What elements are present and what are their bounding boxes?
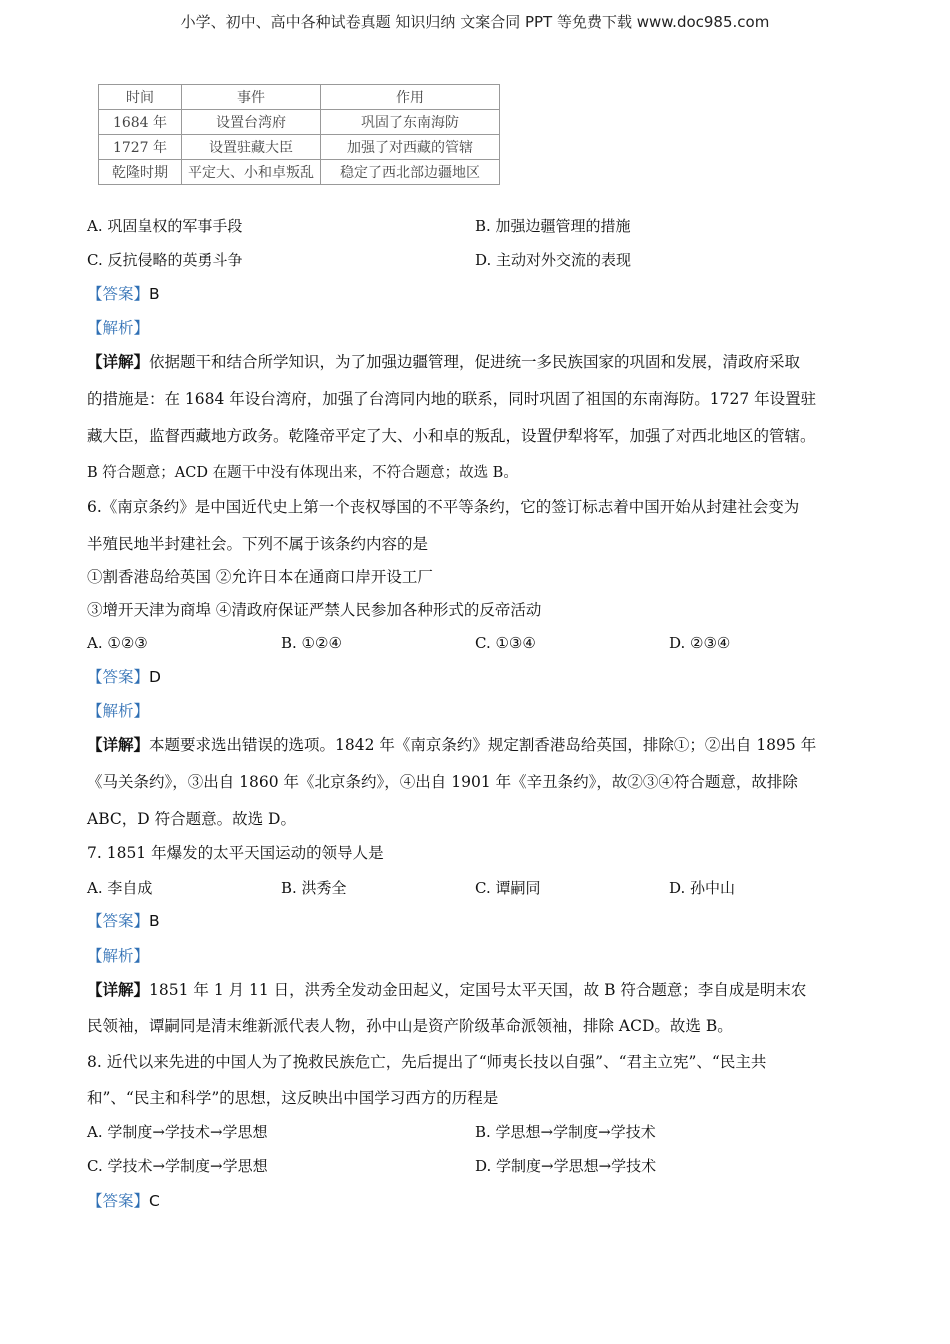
table-cell: 平定大、小和卓叛乱 bbox=[182, 160, 321, 185]
q8-option-d: D. 学制度→学思想→学技术 bbox=[475, 1157, 657, 1175]
q7-option-b: B. 洪秀全 bbox=[281, 879, 347, 897]
answer-value: D bbox=[149, 668, 161, 686]
q6-option-b: B. ①②④ bbox=[281, 634, 342, 652]
page-header: 小学、初中、高中各种试卷真题 知识归纳 文案合同 PPT 等免费下载 www.doc985.com bbox=[180, 13, 770, 31]
table-cell: 乾隆时期 bbox=[99, 160, 182, 185]
q6-stem-line: ③增开天津为商埠 ④清政府保证严禁人民参加各种形式的反帝活动 bbox=[87, 601, 542, 619]
q7-detail-line: 民领袖，谭嗣同是清末维新派代表人物，孙中山是资产阶级革命派领袖，排除 ACD。故选 B。 bbox=[87, 1017, 733, 1035]
table-cell: 加强了对西藏的管辖 bbox=[321, 135, 500, 160]
answer-value: B bbox=[149, 912, 160, 930]
table-cell: 巩固了东南海防 bbox=[321, 110, 500, 135]
q7-option-d: D. 孙中山 bbox=[669, 879, 736, 897]
q5-option-a: A. 巩固皇权的军事手段 bbox=[87, 217, 243, 235]
q8-option-c: C. 学技术→学制度→学思想 bbox=[87, 1157, 268, 1175]
q5-option-d: D. 主动对外交流的表现 bbox=[475, 251, 632, 269]
q6-answer bbox=[87, 667, 161, 687]
q7-detail-line bbox=[87, 980, 806, 1000]
table-header-cell: 事件 bbox=[182, 85, 321, 110]
q8-option-b: B. 学思想→学制度→学技术 bbox=[475, 1123, 656, 1141]
events-table bbox=[98, 84, 500, 185]
detail-label: 【详解】 bbox=[87, 352, 150, 371]
q7-stem: 7. 1851 年爆发的太平天国运动的领导人是 bbox=[87, 844, 384, 862]
q5-option-c: C. 反抗侵略的英勇斗争 bbox=[87, 251, 243, 269]
q5-option-b: B. 加强边疆管理的措施 bbox=[475, 217, 631, 235]
q6-detail-line: 《马关条约》，③出自 1860 年《北京条约》，④出自 1901 年《辛丑条约》，故②③④符合题意，故排除 bbox=[87, 773, 798, 791]
q7-analysis-label: 【解析】 bbox=[87, 947, 150, 965]
q8-option-a: A. 学制度→学技术→学思想 bbox=[87, 1123, 268, 1141]
q6-analysis-label: 【解析】 bbox=[87, 702, 150, 720]
answer-value: B bbox=[149, 285, 160, 303]
answer-label: 【答案】 bbox=[87, 1192, 150, 1210]
answer-label: 【答案】 bbox=[87, 668, 150, 686]
events-table-wrap bbox=[98, 84, 500, 185]
detail-label: 【详解】 bbox=[87, 980, 150, 999]
q6-detail-line bbox=[87, 735, 816, 755]
q7-option-c: C. 谭嗣同 bbox=[475, 879, 541, 897]
detail-label: 【详解】 bbox=[87, 735, 150, 754]
table-row bbox=[99, 160, 500, 185]
q8-stem-line: 8. 近代以来先进的中国人为了挽救民族危亡，先后提出了“师夷长技以自强”、“君主立宪”、“民主共 bbox=[87, 1053, 767, 1071]
q5-detail-line bbox=[87, 352, 800, 372]
detail-text: 本题要求选出错误的选项。1842 年《南京条约》规定割香港岛给英国，排除①；②出自 1895 年 bbox=[149, 736, 817, 754]
q6-detail-line: ABC，D 符合题意。故选 D。 bbox=[87, 810, 296, 828]
answer-value: C bbox=[149, 1192, 160, 1210]
q8-answer bbox=[87, 1191, 160, 1211]
q6-option-c: C. ①③④ bbox=[475, 634, 536, 652]
table-cell: 稳定了西北部边疆地区 bbox=[321, 160, 500, 185]
table-cell: 1684 年 bbox=[99, 110, 182, 135]
table-header-cell: 时间 bbox=[99, 85, 182, 110]
table-cell: 1727 年 bbox=[99, 135, 182, 160]
q5-answer bbox=[87, 284, 160, 304]
q7-option-a: A. 李自成 bbox=[87, 879, 153, 897]
answer-label: 【答案】 bbox=[87, 285, 150, 303]
q5-detail-line: 的措施是：在 1684 年设台湾府，加强了台湾同内地的联系，同时巩固了祖国的东南海防。1727 年设置驻 bbox=[87, 390, 817, 408]
table-header-cell: 作用 bbox=[321, 85, 500, 110]
q8-stem-line: 和”、“民主和科学”的思想，这反映出中国学习西方的历程是 bbox=[87, 1089, 499, 1107]
q5-detail-line: 藏大臣，监督西藏地方政务。乾隆帝平定了大、小和卓的叛乱，设置伊犁将军，加强了对西北地区的管辖。 bbox=[87, 427, 816, 445]
table-cell: 设置驻藏大臣 bbox=[182, 135, 321, 160]
detail-text: 依据题干和结合所学知识，为了加强边疆管理，促进统一多民族国家的巩固和发展，清政府采取 bbox=[149, 353, 801, 371]
table-row bbox=[99, 110, 500, 135]
q7-answer bbox=[87, 911, 160, 931]
q5-detail-line: B 符合题意；ACD 在题干中没有体现出来，不符合题意；故选 B。 bbox=[87, 465, 518, 481]
q6-stem-line: 半殖民地半封建社会。下列不属于该条约内容的是 bbox=[87, 535, 429, 553]
answer-label: 【答案】 bbox=[87, 912, 150, 930]
q6-option-d: D. ②③④ bbox=[669, 634, 731, 652]
table-row bbox=[99, 135, 500, 160]
q6-stem-line: 6.《南京条约》是中国近代史上第一个丧权辱国的不平等条约，它的签订标志着中国开始从封建社会变为 bbox=[87, 498, 800, 516]
q6-stem-line: ①割香港岛给英国 ②允许日本在通商口岸开设工厂 bbox=[87, 568, 433, 586]
table-cell: 设置台湾府 bbox=[182, 110, 321, 135]
detail-text: 1851 年 1 月 11 日，洪秀全发动金田起义，定国号太平天国，故 B 符合题意；李自成是明末农 bbox=[149, 981, 807, 999]
q5-analysis-label: 【解析】 bbox=[87, 319, 150, 337]
q6-option-a: A. ①②③ bbox=[87, 634, 148, 652]
table-header-row bbox=[99, 85, 500, 110]
